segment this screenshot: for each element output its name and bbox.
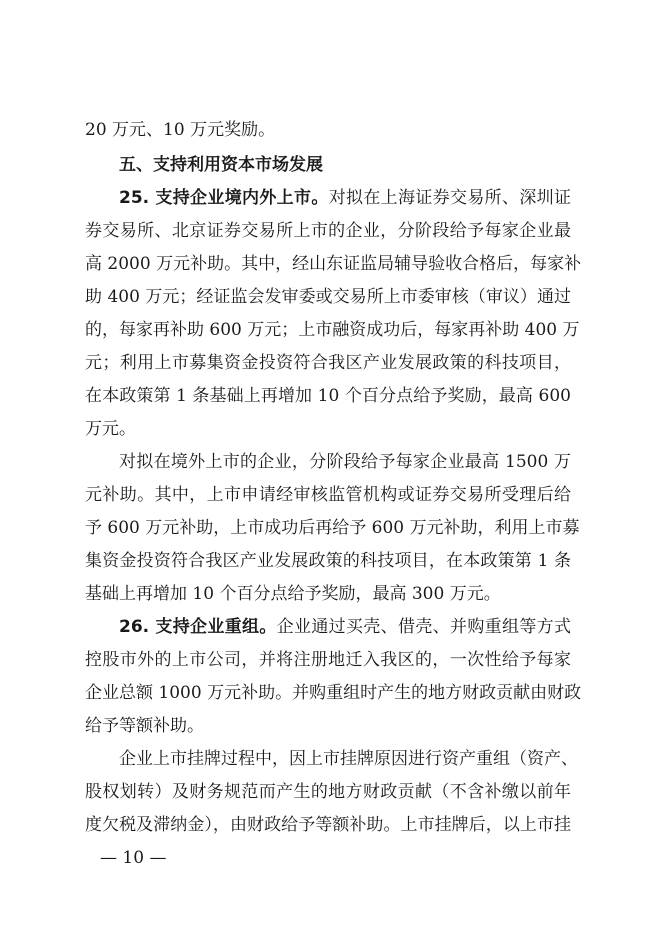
text-line: 控股市外的上市公司，并将注册地迁入我区的，一次性给予每家 [85, 650, 571, 670]
article-25-title: 25. 支持企业境内外上市。 [119, 188, 329, 208]
text-line: 元补助。其中，上市申请经审核监管机构或证券交易所受理后给 [85, 485, 571, 505]
page-number: — 10 — [100, 848, 167, 868]
text-line: 企业上市挂牌过程中，因上市挂牌原因进行资产重组（资产、 [119, 749, 578, 769]
text-line: 20 万元、10 万元奖励。 [85, 120, 276, 140]
text-line: 在本政策第 1 条基础上再增加 10 个百分点给予奖励，最高 600 [85, 386, 571, 406]
text-line: 基础上再增加 10 个百分点给予奖励，最高 300 万元。 [85, 584, 501, 604]
text-span: 对拟在上海证券交易所、深圳证 [328, 188, 571, 208]
paragraph-26-first-line [119, 617, 571, 637]
text-line: 万元。 [85, 419, 136, 439]
text-line: 企业总额 1000 万元补助。并购重组时产生的地方财政贡献由财政 [85, 683, 582, 703]
paragraph-25-first-line [119, 188, 571, 208]
section-heading: 五、支持利用资本市场发展 [119, 155, 323, 175]
text-line: 集资金投资符合我区产业发展政策的科技项目，在本政策第 1 条 [85, 551, 571, 571]
text-line: 元；利用上市募集资金投资符合我区产业发展政策的科技项目， [85, 353, 571, 373]
text-line: 度欠税及滞纳金），由财政给予等额补助。上市挂牌后，以上市挂 [85, 815, 571, 835]
article-26-title: 26. 支持企业重组。 [119, 617, 277, 637]
text-line: 券交易所、北京证券交易所上市的企业，分阶段给予每家企业最 [85, 221, 571, 241]
text-line: 的，每家再补助 600 万元；上市融资成功后，每家再补助 400 万 [85, 320, 580, 340]
text-span: 企业通过买壳、借壳、并购重组等方式 [276, 617, 571, 637]
text-line: 给予等额补助。 [85, 716, 204, 736]
text-line: 对拟在境外上市的企业，分阶段给予每家企业最高 1500 万 [119, 452, 571, 472]
text-line: 助 400 万元；经证监会发审委或交易所上市委审核（审议）通过 [85, 287, 571, 307]
text-line: 高 2000 万元补助。其中，经山东证监局辅导验收合格后，每家补 [85, 254, 582, 274]
text-line: 股权划转）及财务规范而产生的地方财政贡献（不含补缴以前年 [85, 782, 571, 802]
text-line: 予 600 万元补助，上市成功后再给予 600 万元补助，利用上市募 [85, 518, 580, 538]
